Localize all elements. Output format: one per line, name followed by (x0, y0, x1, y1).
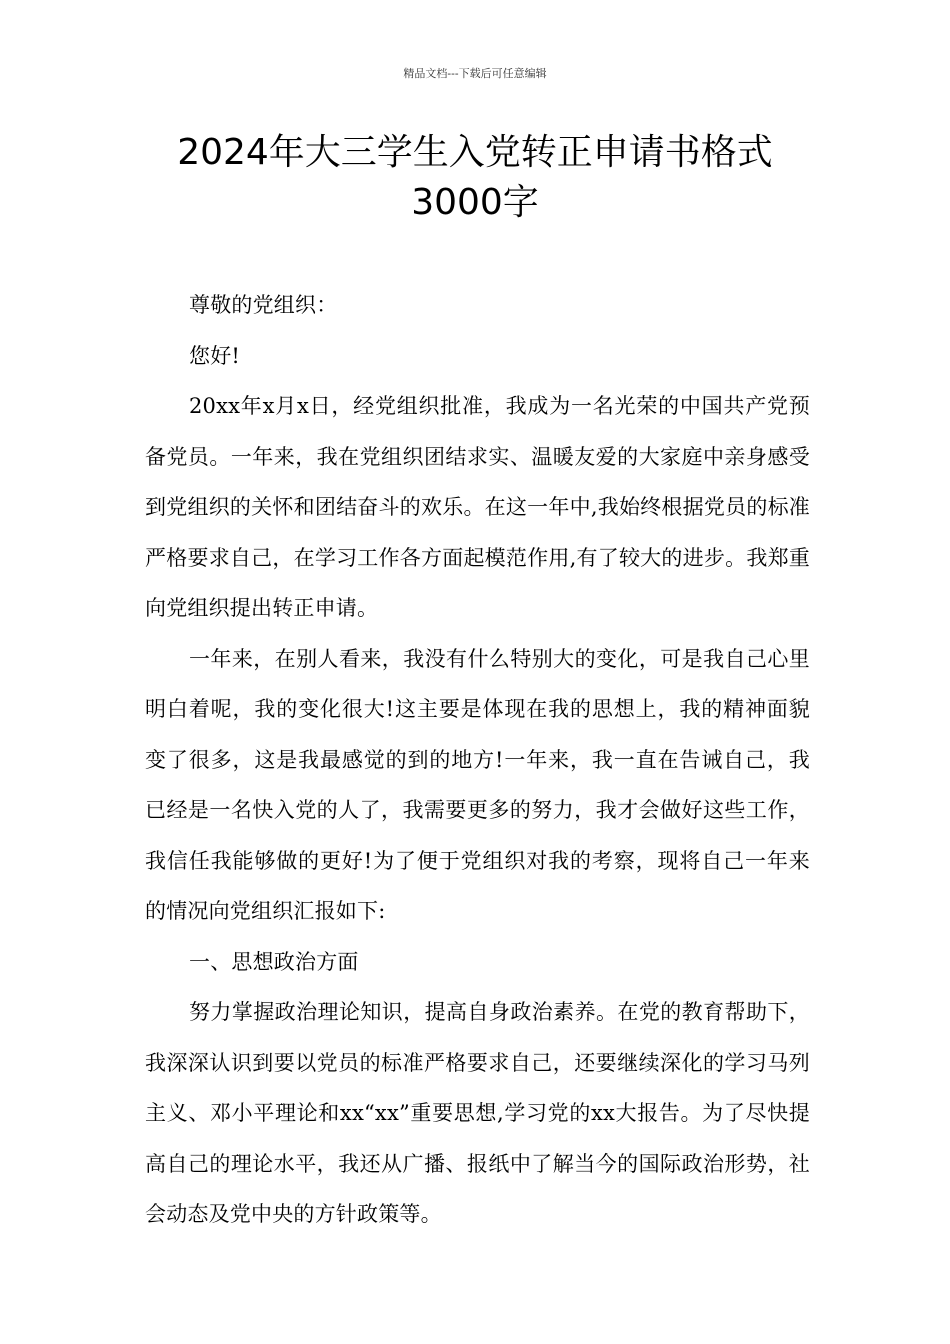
salutation: 尊敬的党组织： (189, 293, 338, 317)
greeting: 您好! (189, 343, 241, 368)
header-note: 精品文档---下载后可任意编辑 (403, 67, 547, 80)
document-body (145, 280, 810, 1240)
body-paragraph: 20xx年x月x日，经党组织批准，我成为一名光荣的中国共产党预备党员。一年来，我在党组织团结求实、温暖友爱的大家庭中亲身感受到党组织的关怀和团结奋斗的欢乐。在这一年中,我始终根据党员的标准严格要求自己，在学习工作各方面起模范作用,有了较大的进步。我郑重向党组织提出转正申请。 (145, 394, 810, 620)
document-title (100, 128, 850, 228)
title-line-1: 2024年大三学生入党转正申请书格式 (177, 132, 773, 173)
body-paragraph: 努力掌握政治理论知识，提高自身政治素养。在党的教育帮助下，我深深认识到要以党员的标准严格要求自己，还要继续深化的学习马列主义、邓小平理论和xx“xx”重要思想,学习党的xx大报告。为了尽快提高自己的理论水平，我还从广播、报纸中了解当今的国际政治形势，社会动态及党中央的方针政策等。 (145, 1000, 810, 1226)
title-line-2: 3000字 (411, 182, 539, 223)
body-paragraph: 一年来，在别人看来，我没有什么特别大的变化，可是我自己心里明白着呢，我的变化很大!这主要是体现在我的思想上，我的精神面貌变了很多，这是我最感觉的到的地方!一年来，我一直在告诫自己，我已经是一名快入党的人了，我需要更多的努力，我才会做好这些工作，我信任我能够做的更好!为了便于党组织对我的考察，现将自己一年来的情况向党组织汇报如下: (145, 646, 810, 923)
section-heading: 一、思想政治方面 (189, 949, 359, 974)
